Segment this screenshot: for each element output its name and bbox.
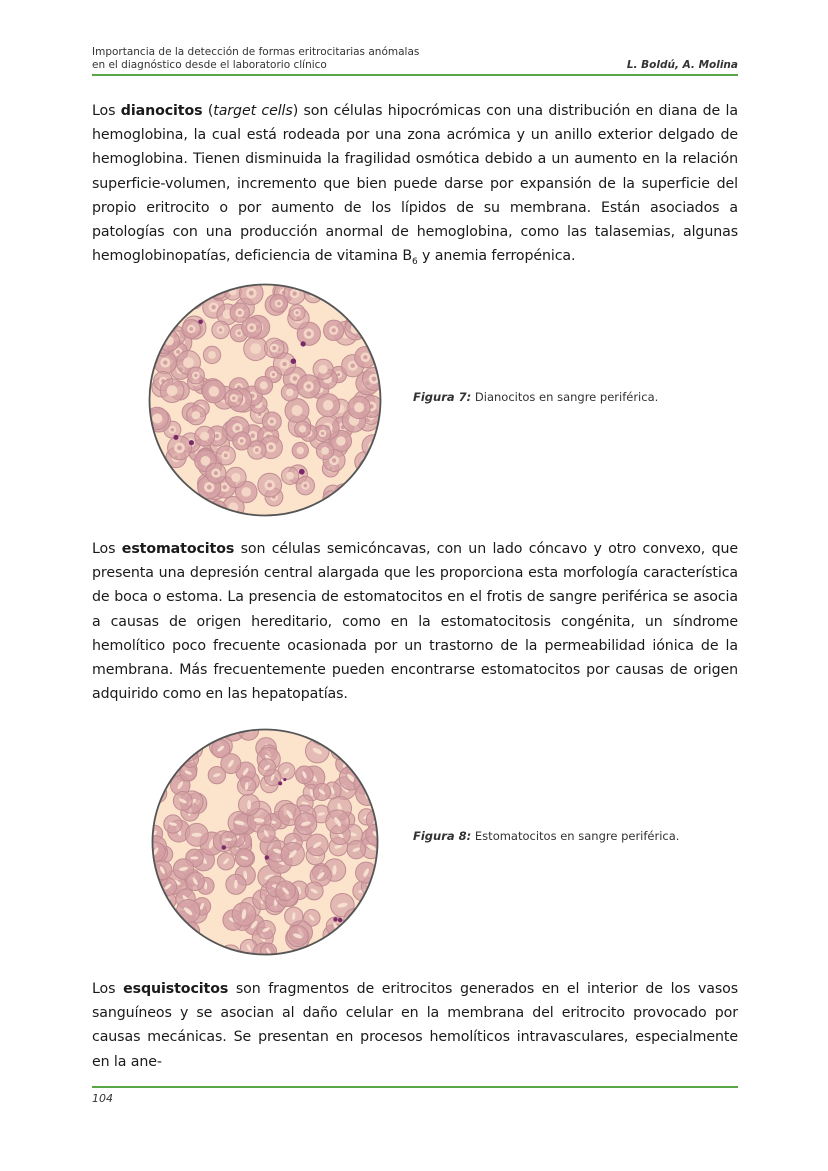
cell-center [286,389,294,397]
platelet [222,845,227,850]
red-cell [366,314,382,334]
red-cell [354,931,370,947]
cell-center [205,505,215,515]
cell-center [336,436,346,446]
red-cell [325,732,343,750]
red-cell [148,456,164,472]
cell-center [148,290,157,300]
cell-center [192,411,201,420]
red-cell [156,942,173,956]
red-cell [161,474,181,494]
cell-center [154,789,161,798]
header-title-line1: Importancia de la detección de formas eritrocitarias anómalas [92,46,420,58]
cell-center [156,472,164,480]
red-cell [148,300,166,319]
cell-center [148,296,157,305]
cell-center [152,461,159,468]
cell-center [365,933,372,941]
cell-center [225,838,232,841]
cell-center [332,737,336,746]
red-cell [339,729,362,752]
platelet [265,855,269,859]
paragraph-dianocitos: Los dianocitos (target cells) son células hipocrómicas con una distribución en diana de la hemoglobina, la cual está rodeada por una zona acrómica y un anillo exterior delgado de hemoglobina. Tienen disminuida la fragilidad osmótica debido a un aumento en la relación superficie-volumen, incremento que bien puede darse por expansión de la superficie del propio eritrocito o por aumento de los lípidos de su membrana. Están asociados a patologías con una producción anormal de hemoglobina, como las talasemias, algunas hemoglobinopatías, deficiencia de vitamina $B_6$ y anemia ferropénica. [92,103,738,268]
cell-center [190,296,198,304]
cell-center [209,386,219,396]
cell-center [182,945,190,954]
cell-center [352,495,359,502]
cell-center [250,343,261,354]
red-cell [167,492,186,511]
cell-center [292,405,303,416]
footer-rule [92,1086,738,1088]
red-cell [354,736,374,756]
red-cell [170,944,189,956]
cell-center [152,305,161,314]
red-cell [366,305,382,323]
red-cell [185,291,203,309]
cell-center [160,928,170,934]
cell-center [371,892,378,901]
red-cell [168,506,184,517]
cell-center [154,316,164,326]
cell-center [316,731,325,739]
cell-center [370,473,381,484]
cell-center [164,319,173,328]
red-cell [148,310,170,332]
cell-center [358,934,367,938]
red-cell [148,446,159,464]
red-cell [363,467,382,491]
cell-center [362,741,367,750]
platelet [291,358,296,363]
cell-center [201,456,211,466]
red-cell [359,456,382,480]
red-cell [176,940,195,956]
cell-center [160,477,169,486]
figure-7-caption: Figura 7: Dianocitos en sangre periférica. [413,390,659,404]
term: dianocitos [120,103,203,119]
cell-center [148,353,153,362]
platelet [283,778,286,781]
cell-center [345,738,356,744]
red-cell [362,435,382,458]
cell-center [151,780,156,786]
cell-center [200,432,209,441]
cell-center [309,283,317,291]
figure-8-micrograph [151,728,379,956]
cell-center [151,484,159,492]
red-cell [344,908,368,932]
page-number: 104 [92,1092,113,1105]
cell-center [357,321,367,331]
paragraph-estomatocitos: Los estomatocitos son células semicóncavas, con un lado cóncavo y otro convexo, que presenta una depresión central alargada que les proporciona esta morfología característica de boca o estoma. La presencia de estomatocitos en el frotis de sangre periférica se asocia a causas de origen hereditario, como en la estomatocitosis congénita, un síndrome hemolítico poco frecuente ocasionada por un trastorno de la permeabilidad iónica de la membrana. Más frecuentemente pueden encontrarse estomatocitos por causas de origen adquirido como en las hepatopatías. [92,541,738,703]
red-cell [326,502,346,517]
red-cell [151,467,168,484]
cell-center [366,463,377,474]
cell-center [331,508,340,517]
cell-center [371,320,380,329]
platelet [173,435,178,440]
header-rule [92,74,738,76]
cell-center [323,400,333,410]
cell-center [183,357,194,368]
figure-8-caption: Figura 8: Estomatocitos en sangre periférica. [413,829,680,843]
cell-center [319,365,328,374]
cell-center [260,381,268,389]
red-cell [154,471,175,492]
red-cell [354,472,371,489]
red-cell [148,290,162,311]
cell-center [153,938,159,949]
red-cell [360,313,382,336]
cell-center [167,385,178,396]
cell-center [299,425,306,432]
cell-center [186,748,192,757]
red-cell [160,747,179,766]
red-cell [161,503,178,517]
cell-center [228,728,238,733]
cell-center [166,480,175,489]
header-title-line2: en el diagnóstico desde el laboratorio clínico [92,59,327,71]
platelet [299,469,305,475]
cell-center [152,413,162,423]
red-cell [154,304,173,323]
red-cell [151,773,161,792]
platelet [338,918,343,923]
cell-center [371,310,379,318]
cell-center [177,731,181,741]
figure-7-micrograph [148,283,382,517]
cell-center [350,916,361,925]
red-cell [148,284,164,307]
red-cell [352,926,373,947]
cell-center [359,476,367,484]
platelet [301,341,306,346]
cell-center [169,482,178,491]
running-header [92,46,738,72]
cell-center [241,487,251,497]
red-cell [151,932,167,955]
cell-center [166,508,174,516]
header-authors: L. Boldú, A. Molina [626,59,738,71]
cell-center [286,472,294,480]
red-cell [348,490,365,507]
cell-center [184,929,194,935]
cell-center [337,747,343,755]
red-cell [148,479,164,497]
cell-center [160,309,168,317]
cell-center [297,447,304,454]
red-cell [360,928,377,945]
platelet [333,917,337,921]
red-cell [168,728,190,747]
cell-center [361,936,364,943]
cell-center [231,473,240,482]
cell-center [160,948,168,954]
cell-center [190,745,194,754]
red-cell [155,921,175,941]
cell-center [175,949,183,956]
paragraph-esquistocitos: Los esquistocitos son fragmentos de eritrocitos generados en el interior de los vasos sanguíneos y se asocian al daño celular en la membrana del eritrocito provocado por causas mecánicas. Se presentan en procesos hemolíticos intravasculares, especialmente en la ane- [92,981,738,1070]
cell-center [208,351,216,359]
platelet [278,781,282,785]
cell-center [165,753,174,758]
cell-center [354,402,364,412]
red-cell [304,285,322,303]
cell-center [317,507,326,516]
platelet [189,440,194,445]
cell-center [148,451,154,459]
platelet [198,319,203,324]
cell-center [172,498,181,507]
cell-center [226,952,236,956]
cell-center [366,319,376,329]
cell-center [172,510,179,517]
cell-center [321,447,329,455]
cell-center [179,743,190,753]
cell-center [340,489,348,497]
